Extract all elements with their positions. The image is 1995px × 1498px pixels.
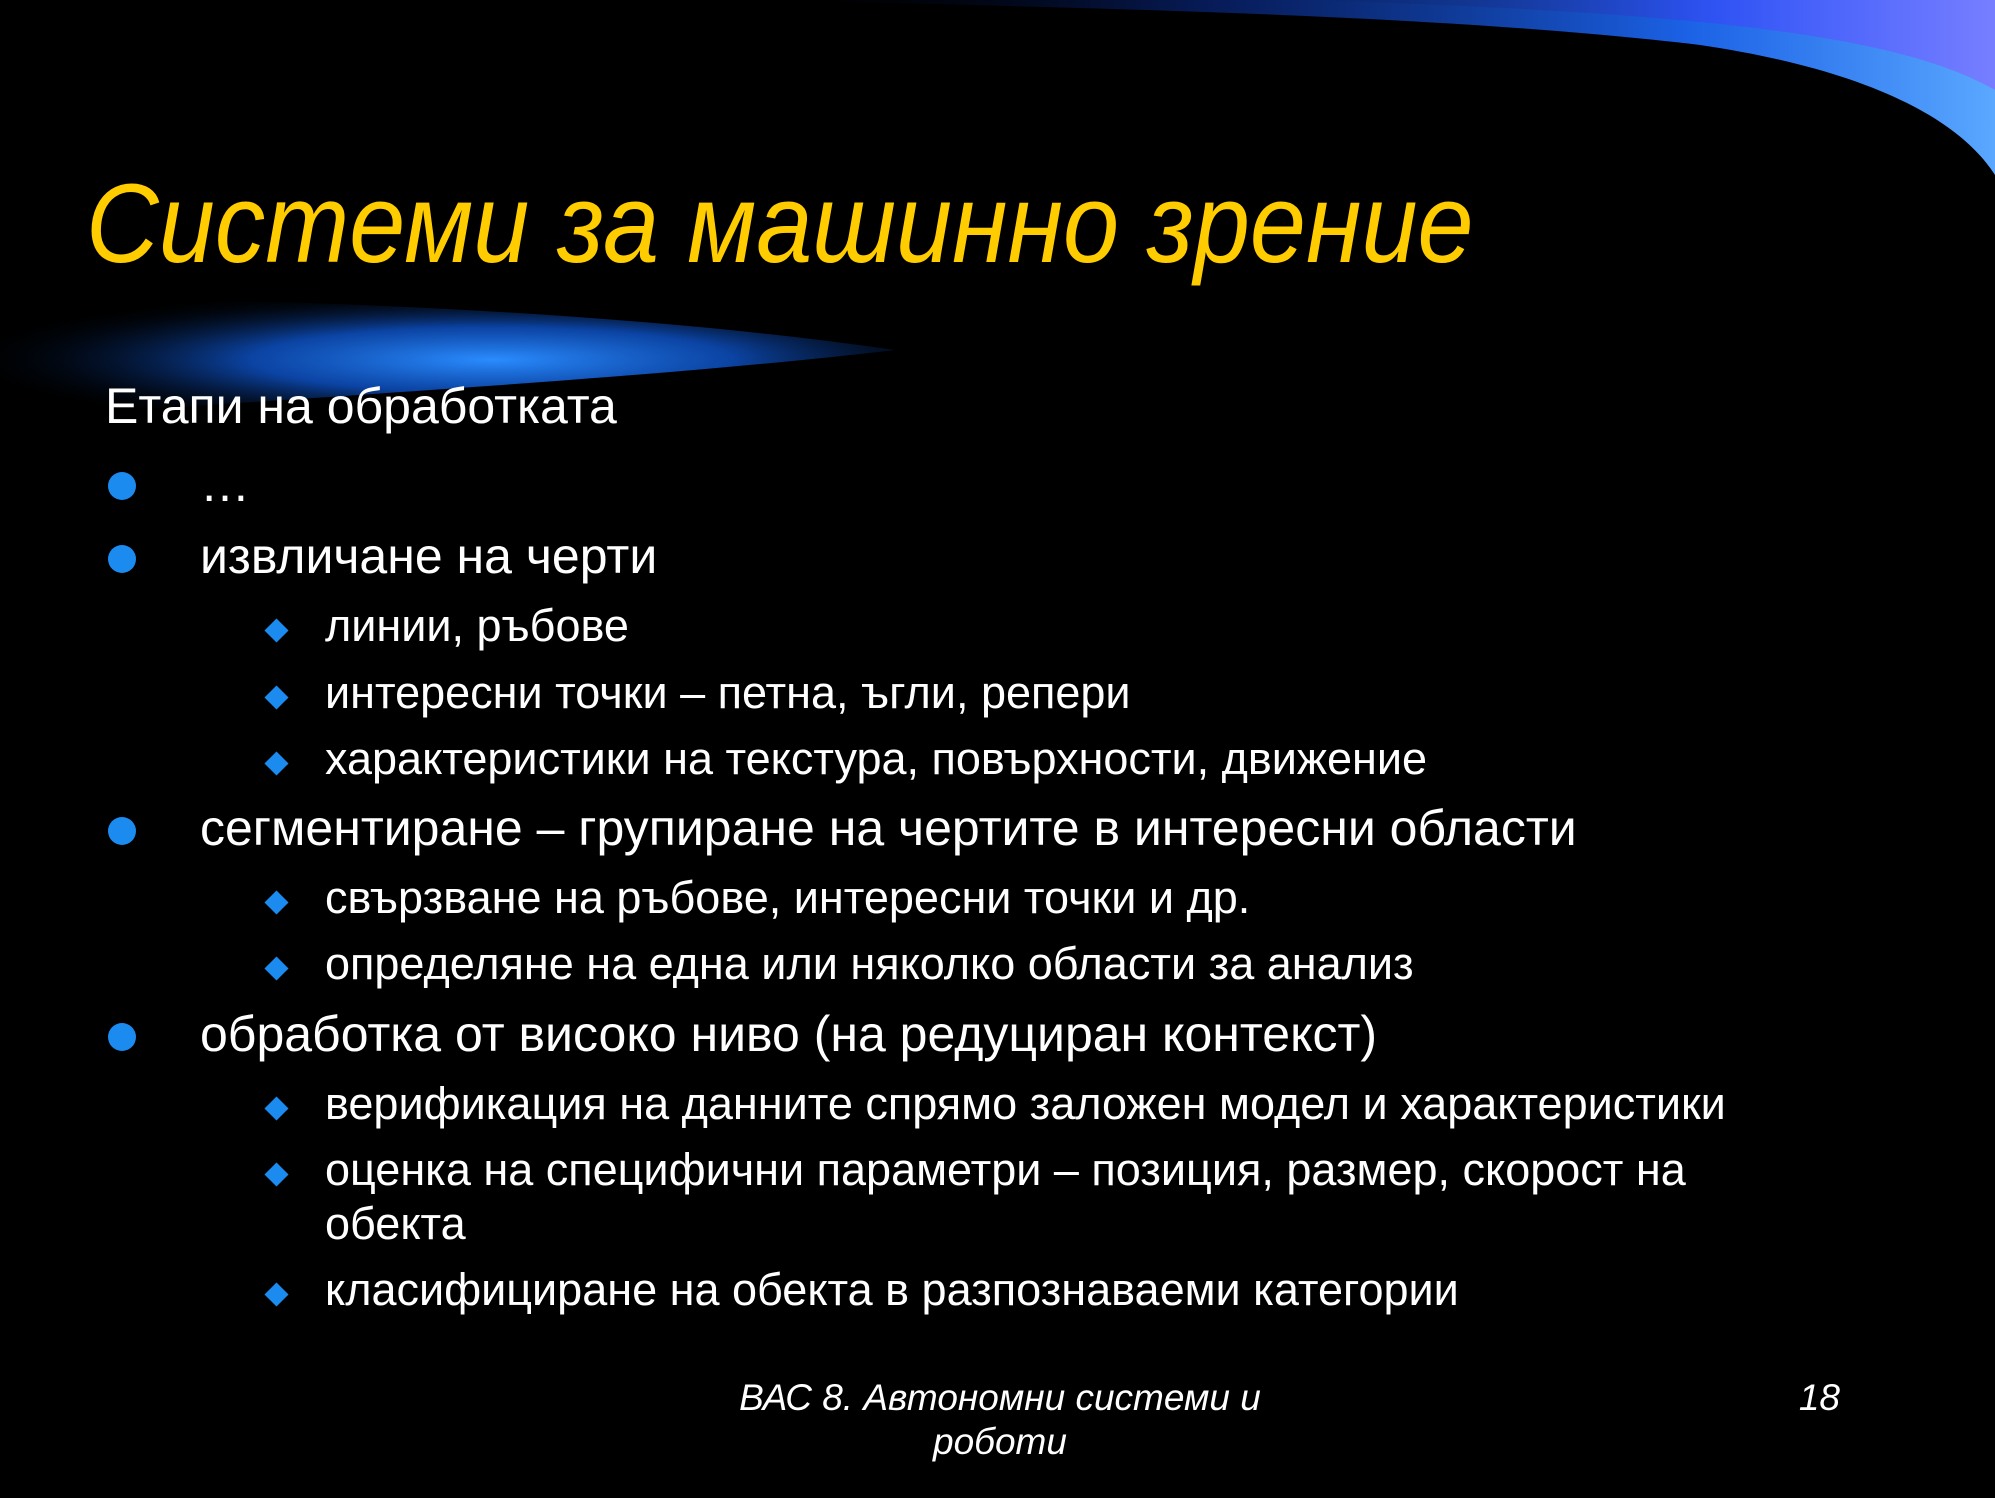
page-number: 18	[1798, 1377, 1840, 1418]
list-item: интересни точки – петна, ъгли, репери	[325, 667, 1131, 718]
bullet-circle-icon	[108, 817, 136, 845]
section-heading: Етапи на обработката	[105, 378, 617, 434]
list-item: характеристики на текстура, повърхности, движение	[325, 733, 1428, 784]
list-item: линии, ръбове	[325, 600, 629, 651]
footer-course-title	[680, 1376, 1320, 1465]
list-item: извличане на черти	[200, 528, 658, 584]
list-item-continuation: обекта	[325, 1198, 466, 1249]
footer-line-2: роботи	[933, 1421, 1067, 1463]
list-item: определяне на една или няколко области за анализ	[325, 938, 1414, 989]
footer-line-1: ВАС 8. Автономни системи и	[739, 1377, 1261, 1418]
list-item: обработка от високо ниво (на редуциран контекст)	[200, 1006, 1378, 1062]
list-item: сегментиране – групиране на чертите в интересни области	[200, 800, 1577, 856]
list-item: верификация на данните спрямо заложен модел и характеристики	[325, 1078, 1726, 1129]
list-item: оценка на специфични параметри – позиция, размер, скорост на	[325, 1144, 1686, 1195]
bullet-circle-icon	[108, 472, 136, 500]
list-item: свързване на ръбове, интересни точки и др.	[325, 872, 1251, 923]
slide-title: Системи за машинно зрение	[86, 161, 1474, 286]
list-item: класифициране на обекта в разпознаваеми категории	[325, 1264, 1459, 1315]
bullet-circle-icon	[108, 545, 136, 573]
bullet-circle-icon	[108, 1023, 136, 1051]
list-item: …	[200, 456, 250, 512]
